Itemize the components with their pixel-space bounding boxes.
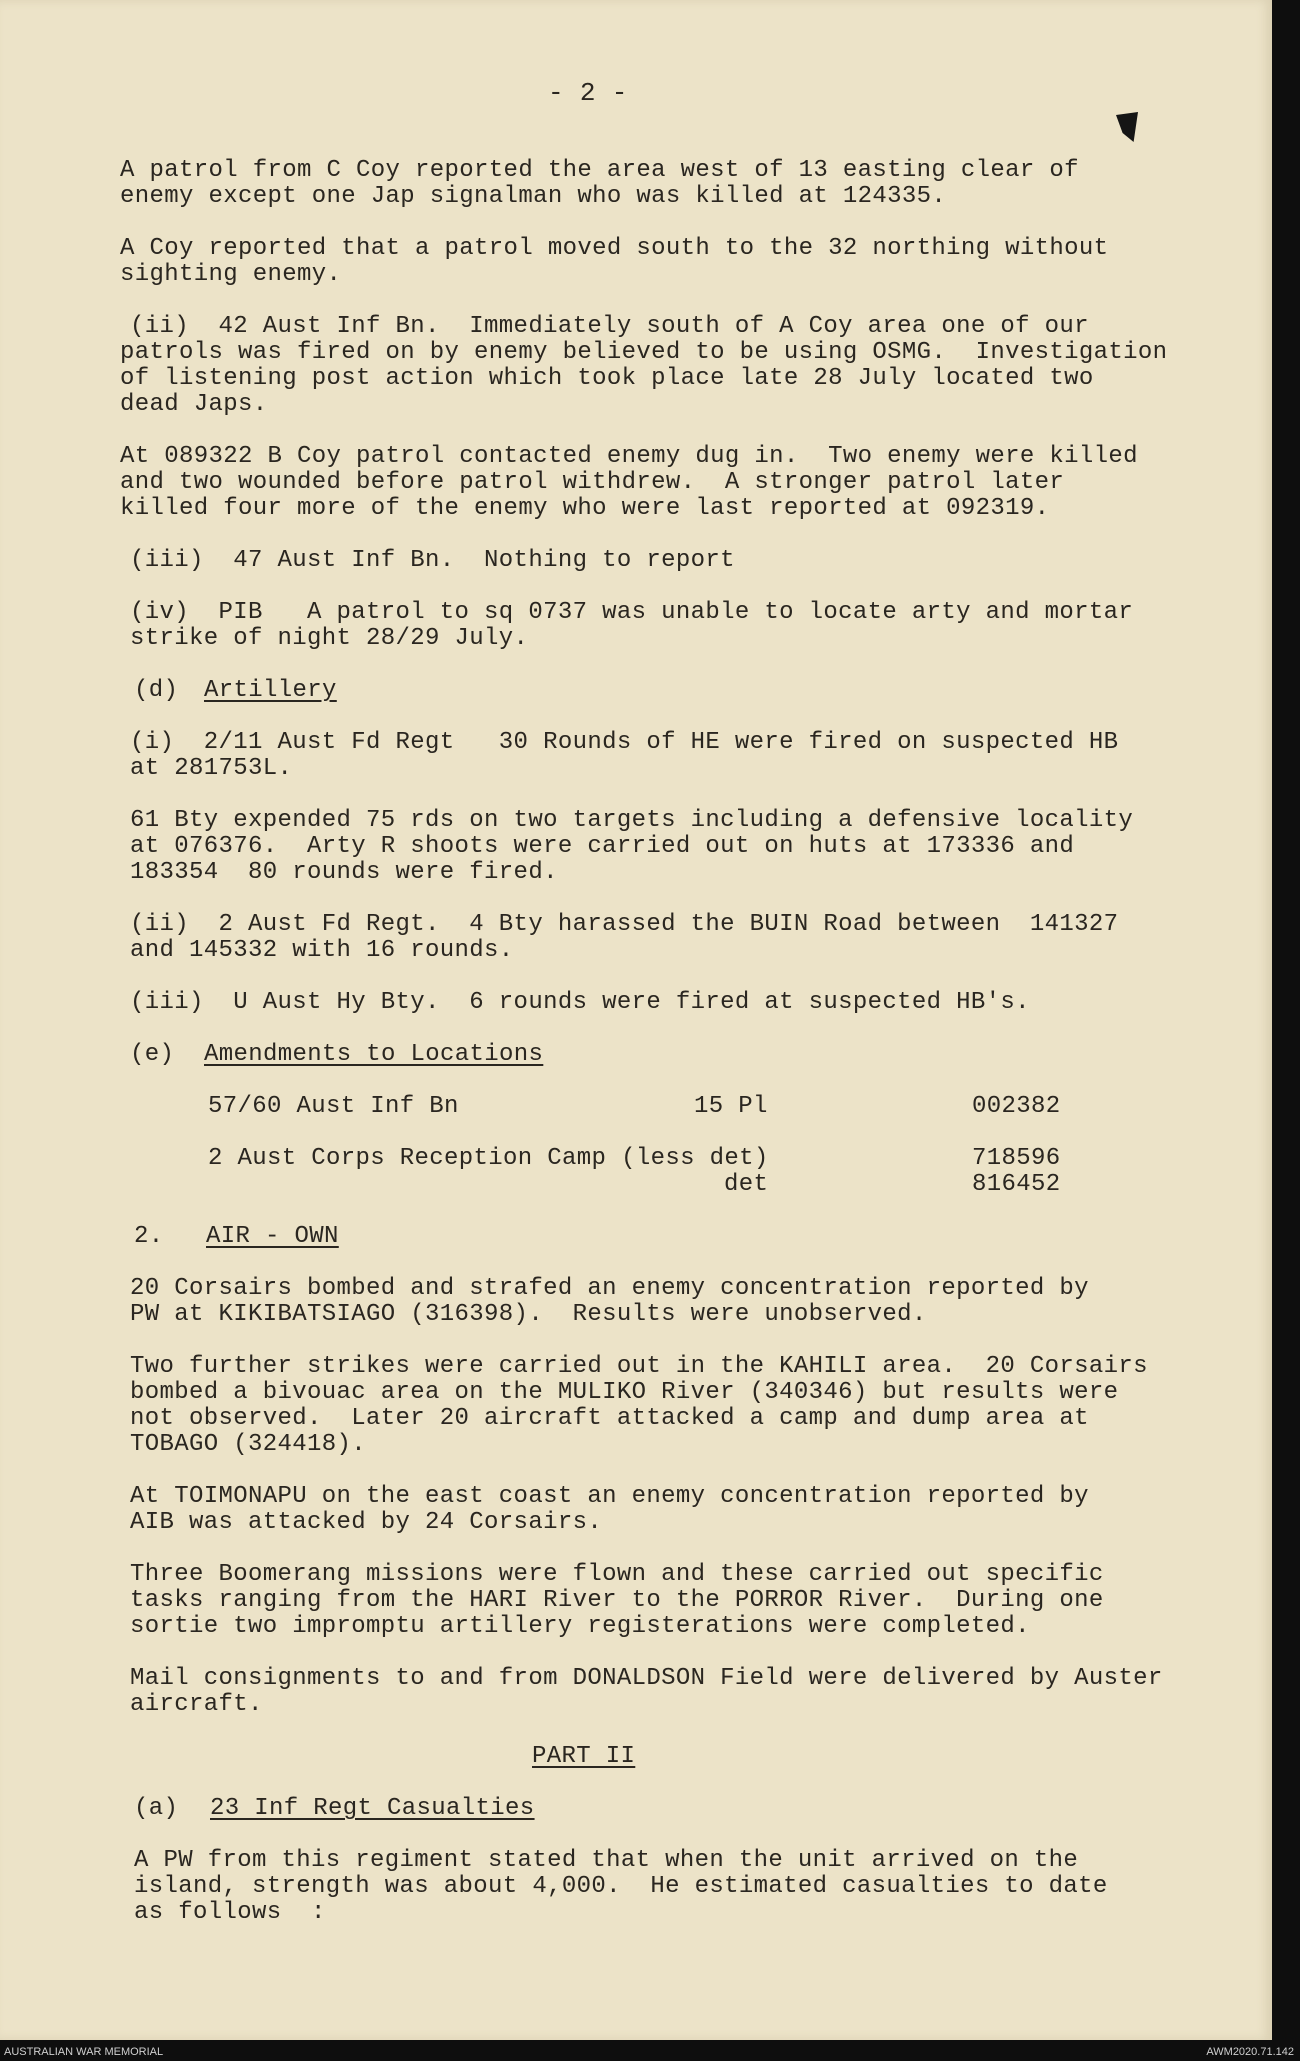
text-line: (iii) U Aust Hy Bty. 6 rounds were fired at suspected HB's.: [130, 989, 1030, 1016]
text-line: Two further strikes were carried out in the KAHILI area. 20 Corsairs: [130, 1353, 1148, 1380]
text-line: (iv) PIB A patrol to sq 0737 was unable to locate arty and mortar: [130, 599, 1134, 626]
text-line: bombed a bivouac area on the MULIKO River (340346) but results were: [130, 1379, 1119, 1406]
text-line: as follows :: [134, 1899, 326, 1926]
text-line: not observed. Later 20 aircraft attacked a camp and dump area at: [130, 1405, 1089, 1432]
archive-footer: [0, 2044, 1300, 2061]
text-line: killed four more of the enemy who were last reported at 092319.: [120, 495, 1050, 522]
section-heading-air-own: AIR - OWN: [206, 1223, 339, 1250]
text-line: 61 Bty expended 75 rds on two targets including a defensive locality: [130, 807, 1134, 834]
text-line: AIB was attacked by 24 Corsairs.: [130, 1509, 603, 1536]
text-line: A PW from this regiment stated that when the unit arrived on the: [134, 1847, 1079, 1874]
punch-mark: [1116, 112, 1138, 142]
text-line: At 089322 B Coy patrol contacted enemy dug in. Two enemy were killed: [120, 443, 1138, 470]
location-grid: 718596: [972, 1145, 1061, 1172]
text-line: (iii) 47 Aust Inf Bn. Nothing to report: [130, 547, 735, 574]
section-heading-artillery: Artillery: [204, 677, 337, 704]
footer-reference: AWM2020.71.142: [1206, 2046, 1294, 2058]
text-line: and two wounded before patrol withdrew. A stronger patrol later: [120, 469, 1065, 496]
text-line: tasks ranging from the HARI River to the PORROR River. During one: [130, 1587, 1104, 1614]
text-line: TOBAGO (324418).: [130, 1431, 367, 1458]
text-line: Mail consignments to and from DONALDSON Field were delivered by Auster: [130, 1665, 1163, 1692]
text-line: aircraft.: [130, 1691, 263, 1718]
section-label: (e): [130, 1041, 204, 1068]
page-number: - 2 -: [548, 78, 628, 108]
text-line: patrols was fired on by enemy believed to be using OSMG. Investigation: [120, 339, 1168, 366]
text-line: of listening post action which took place late 28 July located two: [120, 365, 1094, 392]
text-line: A patrol from C Coy reported the area west of 13 easting clear of: [120, 157, 1079, 184]
text-line: A Coy reported that a patrol moved south to the 32 northing without: [120, 235, 1109, 262]
section-label: 2.: [134, 1223, 223, 1250]
text-line: 20 Corsairs bombed and strafed an enemy concentration reported by: [130, 1275, 1089, 1302]
part-heading: PART II: [532, 1743, 636, 1770]
text-line: 183354 80 rounds were fired.: [130, 859, 558, 886]
text-line: at 281753L.: [130, 755, 293, 782]
location-unit: 2 Aust Corps Reception Camp (less det): [208, 1145, 769, 1172]
text-line: island, strength was about 4,000. He estimated casualties to date: [134, 1873, 1108, 1900]
text-line: at 076376. Arty R shoots were carried out on huts at 173336 and: [130, 833, 1075, 860]
location-unit: 57/60 Aust Inf Bn: [208, 1093, 459, 1120]
text-line: and 145332 with 16 rounds.: [130, 937, 514, 964]
text-line: (i) 2/11 Aust Fd Regt 30 Rounds of HE were fired on suspected HB: [130, 729, 1119, 756]
text-line: At TOIMONAPU on the east coast an enemy concentration reported by: [130, 1483, 1089, 1510]
location-detail: 15 Pl: [694, 1093, 768, 1120]
text-line: (ii) 2 Aust Fd Regt. 4 Bty harassed the BUIN Road between 141327: [130, 911, 1119, 938]
text-line: strike of night 28/29 July.: [130, 625, 529, 652]
section-heading-casualties: 23 Inf Regt Casualties: [210, 1795, 535, 1822]
section-label: (d): [134, 677, 208, 704]
location-detail: det: [724, 1171, 769, 1198]
text-line: PW at KIKIBATSIAGO (316398). Results were unobserved.: [130, 1301, 927, 1328]
footer-source: AUSTRALIAN WAR MEMORIAL: [4, 2046, 164, 2058]
text-line: enemy except one Jap signalman who was killed at 124335.: [120, 183, 947, 210]
text-line: sighting enemy.: [120, 261, 342, 288]
section-heading-amendments: Amendments to Locations: [204, 1041, 544, 1068]
text-line: (ii) 42 Aust Inf Bn. Immediately south of A Coy area one of our: [130, 313, 1089, 340]
location-grid: 002382: [972, 1093, 1061, 1120]
text-line: Three Boomerang missions were flown and these carried out specific: [130, 1561, 1104, 1588]
section-label: (a): [134, 1795, 208, 1822]
text-line: sortie two impromptu artillery registerations were completed.: [130, 1613, 1030, 1640]
location-grid: 816452: [972, 1171, 1061, 1198]
text-line: dead Japs.: [120, 391, 268, 418]
